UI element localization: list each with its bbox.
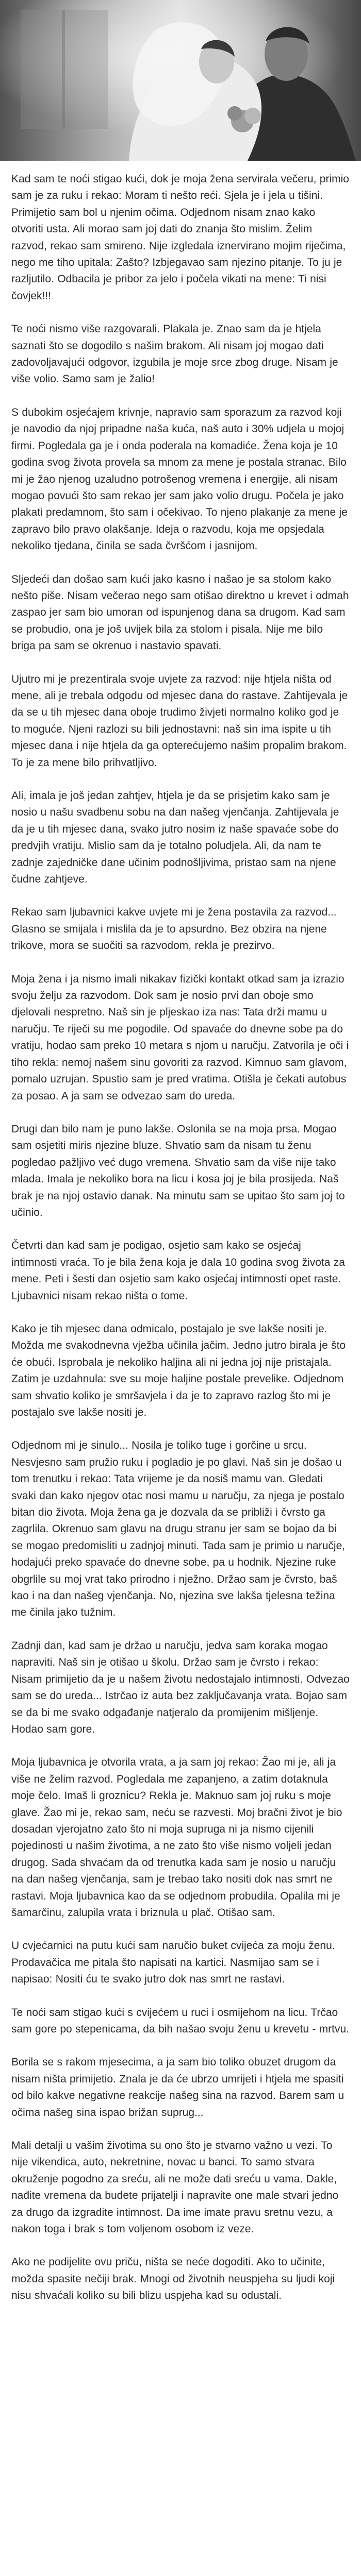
story-paragraph: Moja žena i ja nismo imali nikakav fizički kontakt otkad sam ja izrazio svoju želju za razvodom. Dok sam je nosio prvi dan oboje smo djelovali nespretno. Naš sin je pljeskao iza nas: Tata drži mamu u naručju. Te riječi su me pogodile. Od spavaće do dnevne sobe pa do vratiju, hodao sam preko 10 metara s njom u naručju. Zatvorila je oči i tiho rekla: nemoj našem sinu govoriti za razvod. Kimnuo sam glavom, pomalo uzrujan. Spustio sam je pred vratima. Otišla je čekati autobus za posao. A ja sam se odvezao sam do ureda.	[11, 973, 349, 1102]
story-paragraph: Mali detalji u vašim životima su ono što je stvarno važno u vezi. To nije vikendica, auto, nekretnine, novac u banci. To samo stvara okruženje pogodno za sreću, ali ne može dati sreću u vama. Dakle, nađite vremena da budete prijatelji i napravite one male stvari jedno za drugo da izgradite intimnost. Da ime imate pravu sretnu vezu, a nakon toga i brak s tom voljenom osobom iz veze.	[11, 2140, 339, 2235]
wedding-photo-illustration	[0, 0, 361, 161]
story-paragraph: Četvrti dan kad sam je podigao, osjetio sam kako se osjećaj intimnosti vraća. To je bila žena koja je dala 10 godina svog života za mene. Peti i šesti dan osjetio sam kako osjećaj intimnosti opet raste. Ljubavnici nisam rekao ništa o tome.	[11, 1240, 345, 1302]
story-paragraph: Rekao sam ljubavnici kakve uvjete mi je žena postavila za razvod... Glasno se smijala i mislila da je to apsurdno. Bez obzira na njene trikove, mora se suočiti sa razvodom, rekla je prezirvo.	[11, 906, 337, 952]
story-paragraph: Odjednom mi je sinulo... Nosila je toliko tuge i gorčine u srcu. Nesvjesno sam pružio ruku i pogladio je po glavi. Naš sin je došao u tom trenutku i rekao: Tata vrijeme je da nosiš mamu van. Gledati svaki dan kako njegov otac nosi mamu u naručju, za njega je postalo bitan dio života. Moja žena ga je dozvala da se približi i čvrsto ga zagrlila. Okrenuo sam glavu na drugu stranu jer sam se bojao da bi se mogao predomisliti u zadnjoj minuti. Tada sam je primio u naručje, hodajući preko spavaće do dnevne sobe, pa u hodnik. Njezine ruke obgrlile su moj vrat tako prirodno i nježno. Držao sam je čvrsto, baš kao i na dan našeg vjenčanja. No, njezina sve lakša tjelesna težina me činila jako tužnim.	[11, 1439, 346, 1619]
story-paragraph: Ujutro mi je prezentirala svoje uvjete za razvod: nije htjela ništa od mene, ali je trebala odgodu od mjesec dana do rastave. Zahtijevala je da se u tih mjesec dana oboje trudimo živjeti normalno koliko god je to moguće. Njeni razlozi su bili jednostavni: naš sin ima ispite u tih mjesec dana i nije htjela da ga opterećujemo našim propalim brakom. To je za mene bilo prihvatljivo.	[11, 673, 348, 769]
story-paragraph: Ako ne podijelite ovu priču, ništa se neće dogoditi. Ako to učinite, možda spasite nečiji brak. Mnogi od životnih neuspjeha su ljudi koji nisu shvaćali koliko su bili blizu uspjeha kad su odustali.	[11, 2256, 335, 2302]
story-article	[0, 161, 361, 2304]
story-paragraph: Kako je tih mjesec dana odmicalo, postajalo je sve lakše nositi je. Možda me svakodnevna vježba učinila jačim. Jedno jutro birala je što će obući. Isprobala je nekoliko haljina ali ni jedna joj nije pristajala. Zatim je uzdahnula: sve su moje haljine postale prevelike. Odjednom sam shvatio koliko je smršavjela i da je to zapravo razlog što mi je postajalo sve lakše nositi je.	[11, 1323, 346, 1418]
story-paragraph: U cvjećarnici na putu kući sam naručio buket cvijeća za moju ženu. Prodavačica me pitala što napisati na kartici. Nasmijao sam se i napisao: Nositi ću te svako jutro dok nas smrt ne rastavi.	[11, 1940, 335, 1986]
story-paragraph: S dubokim osjećajem krivnje, napravio sam sporazum za razvod koji je navodio da njoj pripadne naša kuća, naš auto i 30% udjela u mojoj firmi. Pogledala ga je i onda poderala na komadiće. Žena koja je 10 godina svog života provela sa mnom za mene je postala stranac. Bilo mi je žao njenog uzaludno potrošenog vremena i energije, ali nisam mogao povući što sam rekao jer sam jako volio drugu. Počela je jako plakati predamnom, što sam i očekivao. To njeno plakanje za mene je zapravo bilo pravo olakšanje. Ideja o razvodu, koja me opsjedala nekoliko tjedana, činila se sada čvršćom i jasnijom.	[11, 406, 348, 552]
story-paragraph: Borila se s rakom mjesecima, a ja sam bio toliko obuzet drugom da nisam ništa primijetio. Znala je da će ubrzo umrijeti i htjela me spasiti od bilo kakve negativne reakcije našeg sina na razvod. Barem sam u očima našeg sina ispao brižan suprug...	[11, 2056, 344, 2119]
story-paragraph: Te noći sam stigao kući s cvijećem u ruci i osmijehom na licu. Trčao sam gore po stepenicama, da bih našao svoju ženu u krevetu - mrtvu.	[11, 2006, 350, 2035]
story-paragraph: Zadnji dan, kad sam je držao u naručju, jedva sam koraka mogao napraviti. Naš sin je otišao u školu. Držao sam je čvrsto i rekao: Nisam primijetio da je u našem životu nedostajalo intimnosti. Odvezao sam se do ureda... Istrčao iz auta bez zaključavanja vrata. Bojao sam se da bi me svako odgađanje natjeralo da promijenim mišljenje. Hodao sam gore.	[11, 1639, 350, 1735]
story-paragraph: Te noći nismo više razgovarali. Plakala je. Znao sam da je htjela saznati što se dogodilo s našim brakom. Ali nisam joj mogao dati zadovoljavajući odgovor, izgubila je moje srce zbog druge. Nisam je više volio. Samo sam je žalio!	[11, 323, 338, 385]
story-paragraph: Moja ljubavnica je otvorila vrata, a ja sam joj rekao: Žao mi je, ali ja više ne želim razvod. Pogledala me zapanjeno, a zatim dotaknula moje čelo. Imaš li groznicu? Rekla je. Maknuo sam joj ruku s moje glave. Žao mi je, rekao sam, neću se razvesti. Moj bračni život je bio dosadan vjerojatno zato što ni moja supruga ni ja nismo cijenili pojedinosti u našim životima, a ne zato što više nismo voljeli jedan drugog. Sada shvaćam da od trenutka kada sam je nosio u naručju na dan našeg vjenčanja, sam je trebao tako nositi dok nas smrt ne rastavi. Moja ljubavnica kao da se odjednom probudila. Opalila mi je šamarčinu, zalupila vrata i briznula u plač. Otišao sam.	[11, 1756, 342, 1919]
wedding-photo	[0, 0, 361, 161]
story-paragraph: Sljedeći dan došao sam kući jako kasno i našao je sa stolom kako nešto piše. Nisam večerao nego sam otišao direktno u krevet i odmah zaspao jer sam bio umoran od ispunjenog dana sa drugom. Kad sam se probudio, ona je još uvijek bila za stolom i pisala. Nije me bilo briga pa sam se okrenuo i nastavio spavati.	[11, 573, 349, 652]
story-paragraph: Drugi dan bilo nam je puno lakše. Oslonila se na moja prsa. Mogao sam osjetiti miris njezine bluze. Shvatio sam da nisam tu ženu pogledao pažljivo već dugo vremena. Shvatio sam da više nije tako mlada. Imala je nekoliko bora na licu i kosa joj je bila prosijeda. Naš brak je na njoj ostavio danak. Na minutu sam se upitao što sam joj to učinio.	[11, 1123, 345, 1218]
story-paragraph: Kad sam te noći stigao kući, dok je moja žena servirala večeru, primio sam je za ruku i rekao: Moram ti nešto reći. Sjela je i jela u tišini. Primijetio sam bol u njenim očima. Odjednom nisam znao kako otvoriti usta. Ali morao sam joj dati do znanja što mislim. Želim razvod, rekao sam smireno. Nije izgledala iznervirano mojim riječima, nego me tiho upitala: Zašto? Izbjegavao sam njezino pitanje. To ju je razljutilo. Odbacila je pribor za jelo i počela vikati na mene: Ti nisi čovjek!!!	[11, 173, 349, 302]
story-paragraph: Ali, imala je još jedan zahtjev, htjela je da se prisjetim kako sam je nosio u našu svadbenu sobu na dan našeg vjenčanja. Zahtijevala je da je u tih mjesec dana, svako jutro nosim iz naše spavaće sobe do predvjih vratiju. Mislio sam da je totalno poludjela. Ali, da nam te zadnje zajedničke dane učinim podnošljivima, pristao sam na njene čudne zahtjeve.	[11, 790, 339, 886]
